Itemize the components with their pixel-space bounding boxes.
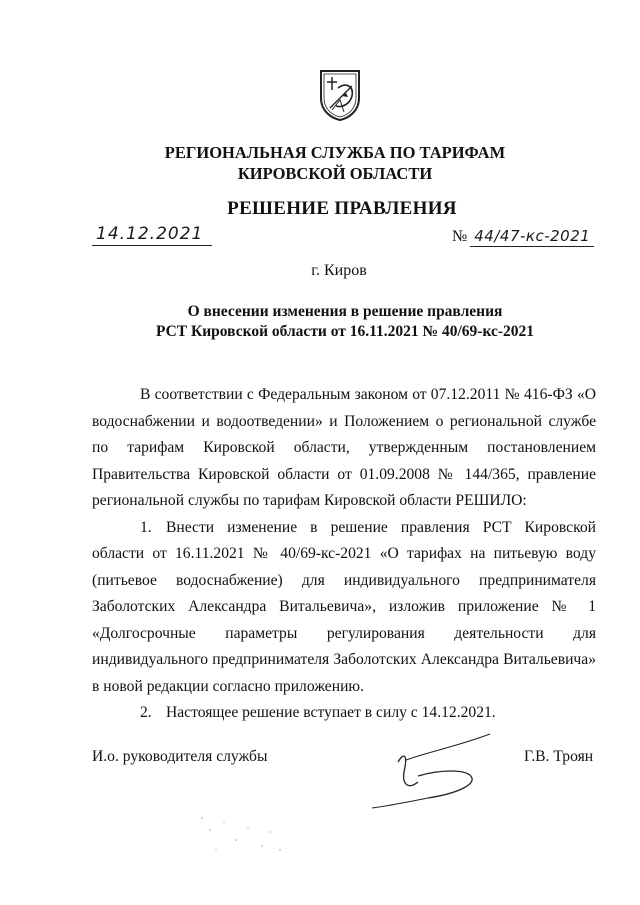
- city-line: [0, 262, 640, 280]
- subject-line1: О внесении изменения в решение правления: [187, 303, 503, 320]
- signer-name: Г.В. Троян: [524, 748, 594, 765]
- signer-role: И.о. руководителя службы: [92, 748, 268, 765]
- item-text: Внести изменение в решение правления РСТ Кировской области от 16.11.2021 № 40/69-кс-2021 «О тарифах на питьевую воду (питьевое водоснабжение) для индивидуального предпринимателя Заболотских Александра Витальевича», изложив приложение № 1 «Долгосрочные параметры регулирования деятельности для индивидуального предпринимателя Заболотских Александра Витальевича» в новой редакции согласно приложению.: [92, 518, 596, 695]
- org-title-line1: РЕГИОНАЛЬНАЯ СЛУЖБА ПО ТАРИФАМ: [164, 143, 506, 162]
- item-number: 2.: [140, 704, 152, 721]
- city-text: г. Киров: [311, 262, 367, 279]
- subject-line2: РСТ Кировской области от 16.11.2021 № 40/69-кс-2021: [155, 323, 535, 340]
- item-text: Настоящее решение вступает в силу с 14.12.2021.: [166, 704, 496, 721]
- organization-title: [0, 142, 640, 184]
- decision-title-text: РЕШЕНИЕ ПРАВЛЕНИЯ: [227, 198, 457, 219]
- handwritten-signature-icon: [368, 732, 498, 812]
- handwritten-date: 14.12.2021: [92, 224, 212, 246]
- decision-subject: [0, 302, 640, 342]
- handwritten-number: 44/47-кс-2021: [470, 226, 594, 247]
- item-number: 1.: [140, 518, 152, 536]
- decision-body: [92, 382, 596, 727]
- org-title-line2: КИРОВСКОЙ ОБЛАСТИ: [237, 164, 433, 183]
- decision-title: [0, 198, 640, 220]
- list-item: [92, 515, 596, 701]
- number-sign: №: [452, 228, 468, 245]
- faint-stamp-marks: [196, 810, 286, 860]
- decision-number: [452, 226, 594, 247]
- list-item: [92, 700, 596, 727]
- kirov-coat-of-arms-icon: [318, 68, 362, 122]
- preamble-paragraph: В соответствии с Федеральным законом от 07.12.2011 № 416-ФЗ «О водоснабжении и водоотведении» и Положением о региональной службе по тарифам Кировской области, утвержденным постановлением Правительства Кировской области от 01.09.2008 № 144/365, правление региональной службы по тарифам Кировской области РЕШИЛО:: [92, 386, 596, 509]
